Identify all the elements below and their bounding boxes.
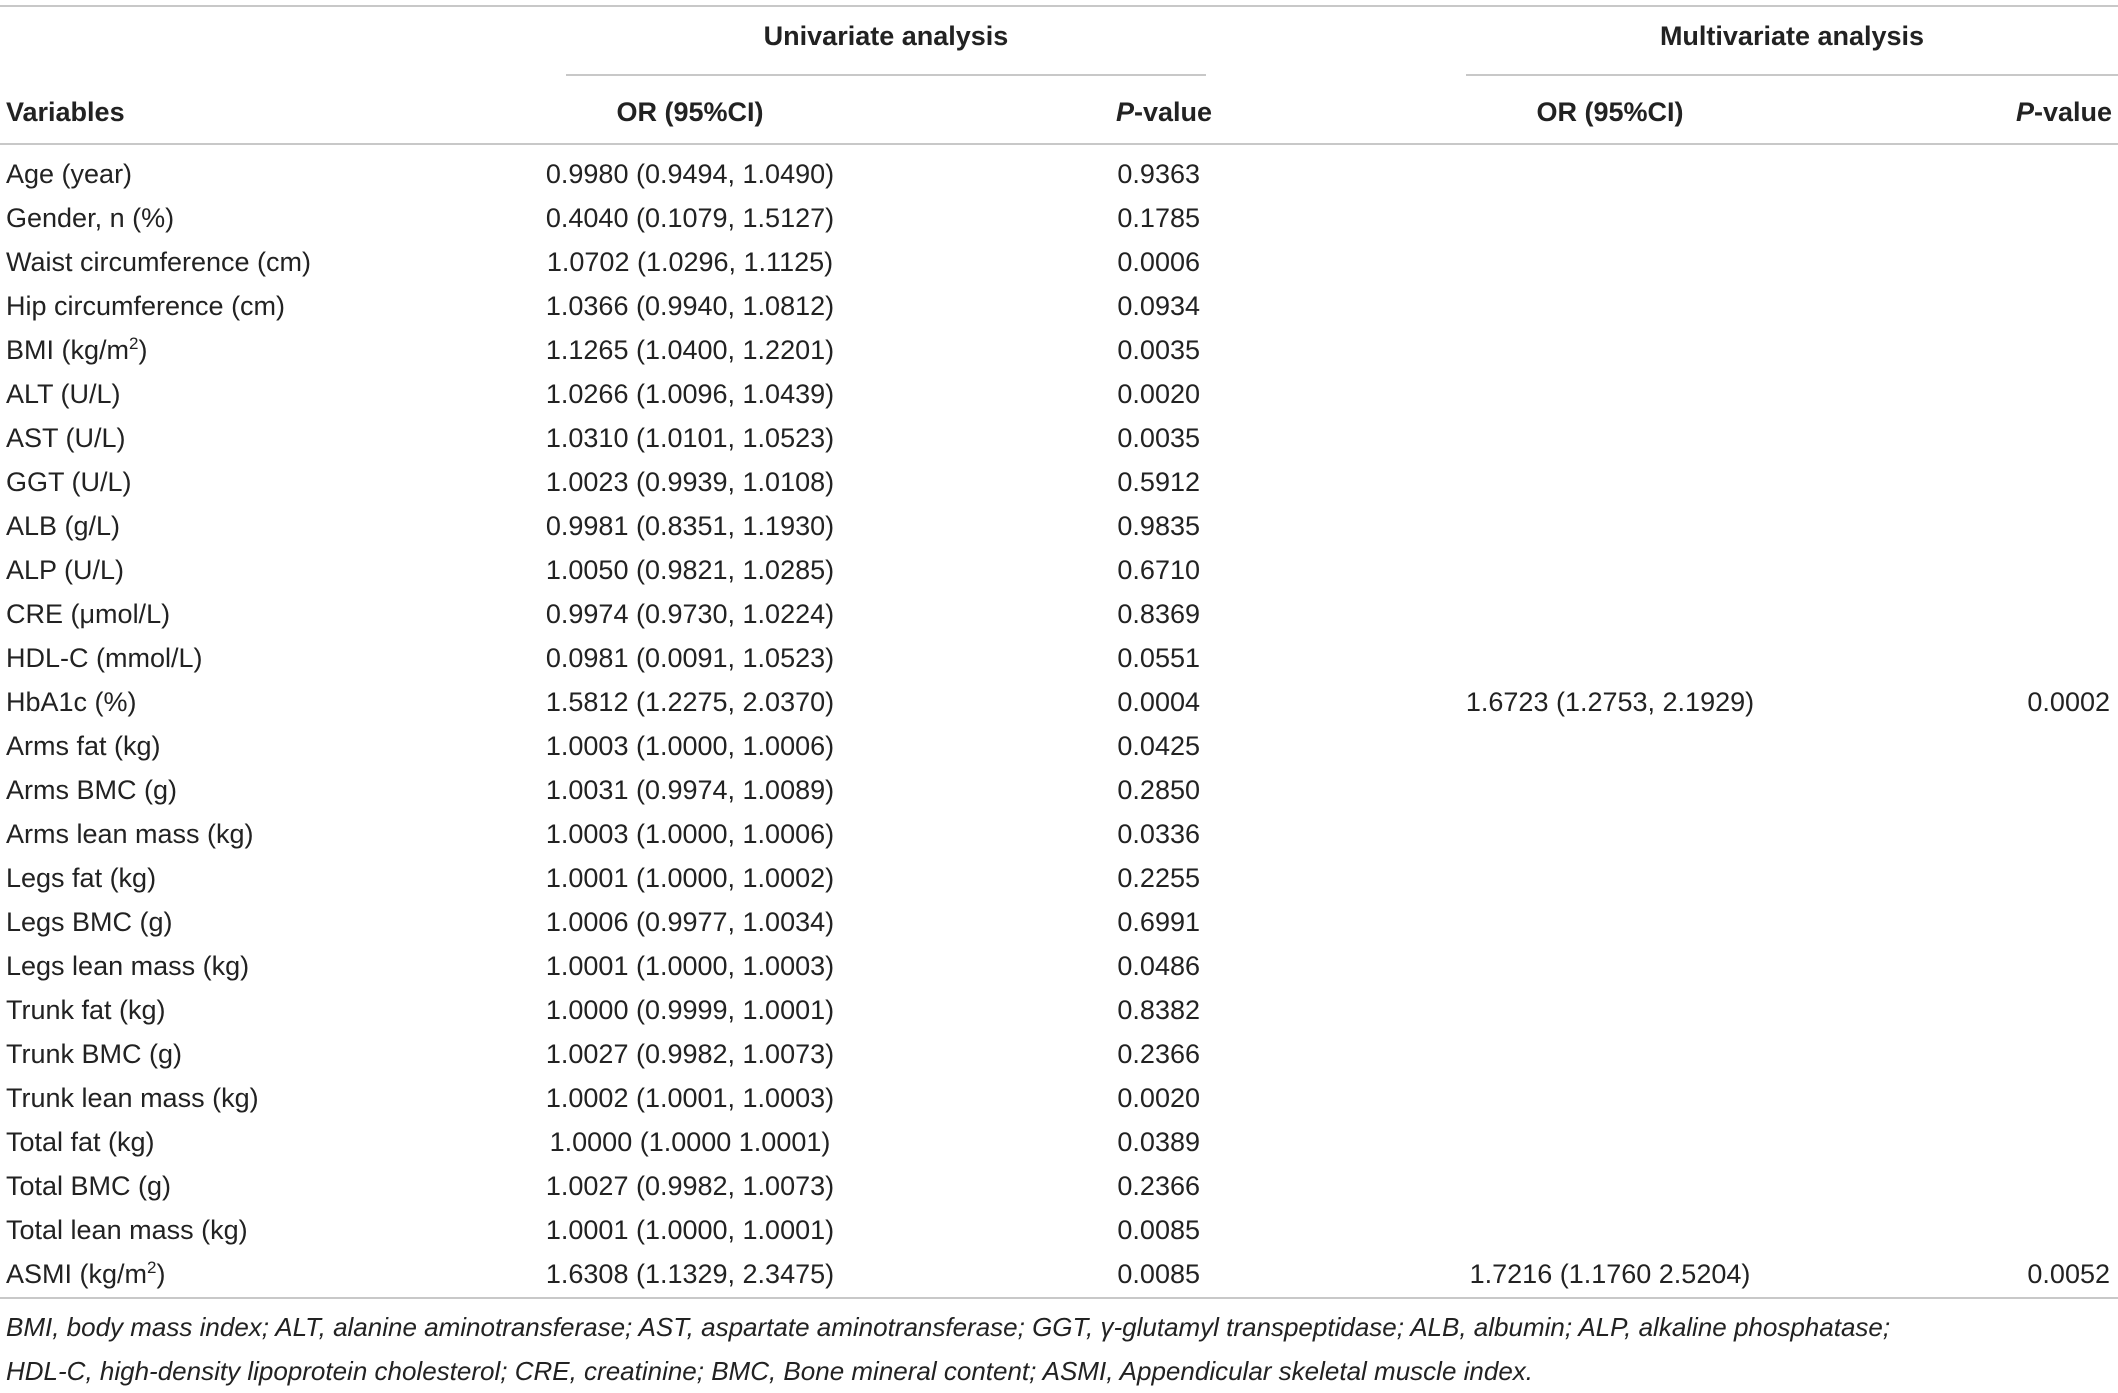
univariate-p-cell: 0.5912 — [1117, 467, 1200, 497]
multivariate-header: Multivariate analysis — [1659, 21, 1925, 51]
footnote-line-2: HDL-C, high-density lipoprotein cholesterol; CRE, creatinine; BMC, Bone mineral content; ASMI, Appendicular skeletal muscle index. — [6, 1356, 1534, 1386]
variable-name: BMI (kg/m — [6, 335, 130, 365]
univariate-or-cell: 1.6308 (1.1329, 2.3475) — [545, 1259, 835, 1289]
univariate-or-cell: 1.0006 (0.9977, 1.0034) — [545, 907, 835, 937]
variable-cell — [6, 944, 249, 988]
table-row — [0, 240, 2118, 284]
univariate-p-cell: 0.2366 — [1117, 1171, 1200, 1201]
univariate-p-cell: 0.0004 — [1117, 687, 1200, 717]
table-row — [0, 1208, 2118, 1252]
variable-cell — [6, 724, 161, 768]
variable-cell — [6, 1208, 248, 1252]
variable-cell — [6, 988, 166, 1032]
variable-cell — [6, 416, 126, 460]
variable-name: Legs lean mass (kg) — [6, 951, 250, 981]
univariate-p-cell: 0.0085 — [1117, 1215, 1200, 1245]
variable-name: Hip circumference (cm) — [6, 291, 286, 321]
p-italic: P — [1115, 97, 1134, 127]
variable-name: Legs BMC (g) — [6, 907, 173, 937]
univariate-p-cell: 0.0336 — [1117, 819, 1200, 849]
variable-cell — [6, 504, 120, 548]
variable-name: CRE (μmol/L) — [6, 599, 171, 629]
table-row — [0, 548, 2118, 592]
variable-name: Age (year) — [6, 159, 133, 189]
variable-name: Gender, n (%) — [6, 203, 175, 233]
variable-cell — [6, 592, 170, 636]
variable-superscript: 2 — [147, 1258, 157, 1277]
univariate-p-cell: 0.0425 — [1117, 731, 1200, 761]
univariate-p-cell: 0.6991 — [1117, 907, 1200, 937]
table-row — [0, 944, 2118, 988]
univariate-or-cell: 1.0001 (1.0000, 1.0002) — [545, 863, 835, 893]
univariate-or-cell: 1.0366 (0.9940, 1.0812) — [545, 291, 835, 321]
table-row — [0, 680, 2118, 724]
table-row — [0, 636, 2118, 680]
table-row — [0, 284, 2118, 328]
variable-name: Trunk lean mass (kg) — [6, 1083, 259, 1113]
variable-cell — [6, 1252, 165, 1296]
univariate-or-cell: 1.0031 (0.9974, 1.0089) — [545, 775, 835, 805]
variable-cell — [6, 1076, 259, 1120]
univariate-or-cell: 0.4040 (0.1079, 1.5127) — [545, 203, 835, 233]
variable-name: Total fat (kg) — [6, 1127, 155, 1157]
univariate-or-cell: 1.0001 (1.0000, 1.0001) — [545, 1215, 835, 1245]
variable-cell — [6, 856, 156, 900]
univariate-p-cell: 0.0020 — [1117, 379, 1200, 409]
univariate-p-cell: 0.8369 — [1117, 599, 1200, 629]
table-row — [0, 460, 2118, 504]
table-row — [0, 1032, 2118, 1076]
univariate-p-cell: 0.0035 — [1117, 423, 1200, 453]
univariate-p-cell: 0.6710 — [1117, 555, 1200, 585]
table-row — [0, 724, 2118, 768]
table-row — [0, 152, 2118, 196]
table-row — [0, 812, 2118, 856]
table-row — [0, 1252, 2118, 1296]
variable-cell — [6, 460, 132, 504]
univariate-or-cell: 1.1265 (1.0400, 1.2201) — [545, 335, 835, 365]
variable-superscript: 2 — [129, 334, 139, 353]
header-rule — [0, 143, 2118, 145]
variable-name: Total BMC (g) — [6, 1171, 172, 1201]
univariate-p-cell: 0.0551 — [1117, 643, 1200, 673]
table-row — [0, 1120, 2118, 1164]
variable-cell — [6, 196, 174, 240]
univariate-p-cell: 0.0389 — [1117, 1127, 1200, 1157]
variable-name: Trunk fat (kg) — [6, 995, 166, 1025]
bottom-rule — [0, 1297, 2118, 1299]
variable-name: Trunk BMC (g) — [6, 1039, 183, 1069]
variable-cell — [6, 152, 132, 196]
univariate-or-cell: 1.0027 (0.9982, 1.0073) — [545, 1171, 835, 1201]
variable-suffix: ) — [138, 335, 148, 365]
table-footnote — [6, 1305, 2106, 1393]
variable-cell — [6, 328, 147, 372]
univariate-p-cell: 0.9363 — [1117, 159, 1200, 189]
univariate-or-cell: 1.0702 (1.0296, 1.1125) — [546, 247, 834, 277]
variable-name: HDL-C (mmol/L) — [6, 643, 203, 673]
table-row — [0, 900, 2118, 944]
variable-name: Total lean mass (kg) — [6, 1215, 248, 1245]
variable-suffix: ) — [156, 1259, 166, 1289]
variable-name: GGT (U/L) — [6, 467, 132, 497]
univariate-p-cell: 0.8382 — [1117, 995, 1200, 1025]
univariate-or-cell: 1.0003 (1.0000, 1.0006) — [545, 819, 835, 849]
univariate-or-cell: 0.9974 (0.9730, 1.0224) — [545, 599, 835, 629]
univariate-p-column-header — [1040, 90, 1212, 134]
multivariate-rule — [1466, 74, 2118, 76]
univariate-or-cell: 1.0050 (0.9821, 1.0285) — [545, 555, 835, 585]
multivariate-or-cell: 1.6723 (1.2753, 2.1929) — [1465, 687, 1755, 717]
univariate-p-cell: 0.9835 — [1117, 511, 1200, 541]
univariate-or-column-header: OR (95%CI) — [616, 97, 764, 127]
p-italic: P — [2015, 97, 2034, 127]
univariate-p-cell: 0.0085 — [1117, 1259, 1200, 1289]
table-row — [0, 592, 2118, 636]
variable-cell — [6, 812, 254, 856]
univariate-or-cell: 1.0002 (1.0001, 1.0003) — [545, 1083, 835, 1113]
table-row — [0, 768, 2118, 812]
table-row — [0, 372, 2118, 416]
p-suffix: -value — [1133, 97, 1212, 127]
variable-cell — [6, 1164, 171, 1208]
table-row — [0, 1164, 2118, 1208]
univariate-p-cell: 0.1785 — [1117, 203, 1200, 233]
univariate-p-cell: 0.2850 — [1117, 775, 1200, 805]
table-body — [0, 152, 2118, 1296]
table-row — [0, 416, 2118, 460]
multivariate-p-cell: 0.0002 — [2027, 687, 2110, 717]
univariate-or-cell: 1.0003 (1.0000, 1.0006) — [545, 731, 835, 761]
univariate-or-cell: 1.0000 (0.9999, 1.0001) — [545, 995, 835, 1025]
univariate-p-cell: 0.0035 — [1117, 335, 1200, 365]
univariate-p-cell: 0.2255 — [1117, 863, 1200, 893]
multivariate-or-cell: 1.7216 (1.1760 2.5204) — [1469, 1259, 1751, 1289]
table-row — [0, 328, 2118, 372]
univariate-or-cell: 1.0310 (1.0101, 1.0523) — [545, 423, 835, 453]
table-row — [0, 856, 2118, 900]
variable-name: ALB (g/L) — [6, 511, 121, 541]
variable-name: AST (U/L) — [6, 423, 126, 453]
univariate-or-cell: 1.0000 (1.0000 1.0001) — [549, 1127, 831, 1157]
multivariate-or-column-header: OR (95%CI) — [1536, 97, 1684, 127]
multivariate-p-column-header — [1900, 90, 2112, 134]
univariate-or-cell: 1.5812 (1.2275, 2.0370) — [545, 687, 835, 717]
table-row — [0, 504, 2118, 548]
variable-cell — [6, 1032, 182, 1076]
table-row — [0, 1076, 2118, 1120]
variable-cell — [6, 1120, 155, 1164]
variable-name: ALP (U/L) — [6, 555, 125, 585]
univariate-or-cell: 0.9980 (0.9494, 1.0490) — [545, 159, 835, 189]
variable-name: Arms fat (kg) — [6, 731, 161, 761]
top-rule — [0, 5, 2118, 7]
univariate-or-cell: 1.0266 (1.0096, 1.0439) — [545, 379, 835, 409]
variable-name: Legs fat (kg) — [6, 863, 157, 893]
variable-cell — [6, 636, 203, 680]
variable-cell — [6, 284, 285, 328]
univariate-header: Univariate analysis — [763, 21, 1009, 51]
variable-name: Arms lean mass (kg) — [6, 819, 254, 849]
footnote-line-1: BMI, body mass index; ALT, alanine aminotransferase; AST, aspartate aminotransferase; GGT, γ-glutamyl transpeptidase; ALB, albumin; ALP, alkaline phosphatase; — [6, 1312, 1891, 1342]
univariate-p-cell: 0.0020 — [1117, 1083, 1200, 1113]
p-suffix: -value — [2033, 97, 2112, 127]
table-row — [0, 988, 2118, 1032]
univariate-p-cell: 0.0006 — [1117, 247, 1200, 277]
variable-cell — [6, 680, 137, 724]
variable-name: ALT (U/L) — [6, 379, 121, 409]
variable-cell — [6, 900, 173, 944]
variable-cell — [6, 372, 121, 416]
univariate-or-cell: 0.9981 (0.8351, 1.1930) — [545, 511, 835, 541]
table-row — [0, 196, 2118, 240]
univariate-p-cell: 0.0934 — [1117, 291, 1200, 321]
variable-name: HbA1c (%) — [6, 687, 137, 717]
variable-cell — [6, 240, 311, 284]
variable-name: Waist circumference (cm) — [6, 247, 312, 277]
variable-cell — [6, 768, 177, 812]
univariate-rule — [566, 74, 1206, 76]
univariate-p-cell: 0.0486 — [1117, 951, 1200, 981]
univariate-or-cell: 1.0023 (0.9939, 1.0108) — [545, 467, 835, 497]
univariate-or-cell: 1.0027 (0.9982, 1.0073) — [545, 1039, 835, 1069]
variables-column-header: Variables — [6, 97, 125, 127]
univariate-or-cell: 1.0001 (1.0000, 1.0003) — [545, 951, 835, 981]
multivariate-p-cell: 0.0052 — [2027, 1259, 2110, 1289]
univariate-p-cell: 0.2366 — [1117, 1039, 1200, 1069]
variable-name: ASMI (kg/m — [6, 1259, 148, 1289]
univariate-or-cell: 0.0981 (0.0091, 1.0523) — [545, 643, 835, 673]
variable-name: Arms BMC (g) — [6, 775, 177, 805]
variable-cell — [6, 548, 124, 592]
